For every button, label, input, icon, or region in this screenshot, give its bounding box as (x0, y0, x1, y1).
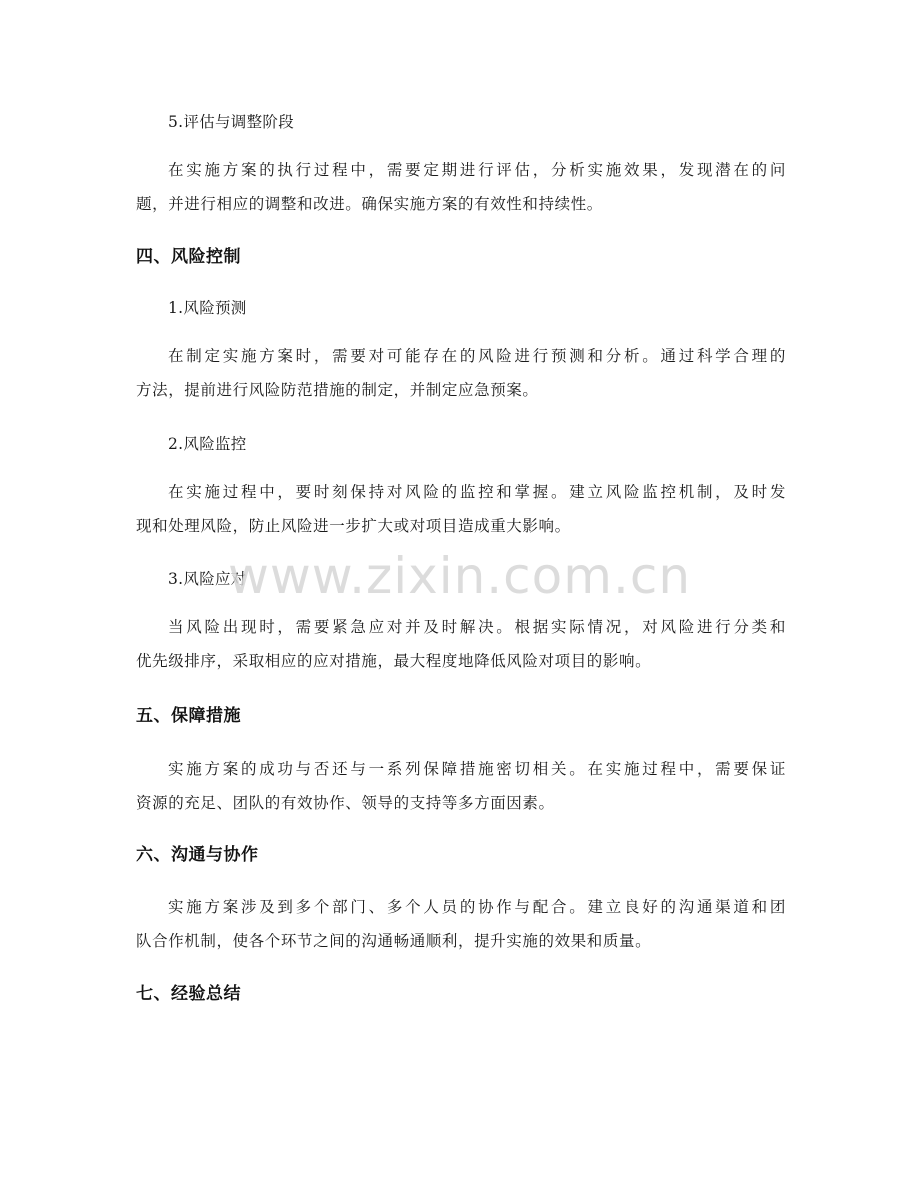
section-heading-risk-control: 四、风险控制 (136, 247, 241, 267)
paragraph-line: 在制定实施方案时，需要对可能存在的风险进行预测和分析。通过科学合理的 (168, 347, 786, 365)
paragraph-line: 队合作机制，使各个环节之间的沟通畅通顺利，提升实施的效果和质量。 (136, 932, 652, 950)
subsection-title-evaluation: 5.评估与调整阶段 (168, 113, 294, 131)
section-heading-summary: 七、经验总结 (136, 984, 241, 1004)
paragraph-line: 实施方案涉及到多个部门、多个人员的协作与配合。建立良好的沟通渠道和团 (168, 898, 786, 916)
paragraph-line: 实施方案的成功与否还与一系列保障措施密切相关。在实施过程中，需要保证 (168, 760, 786, 778)
paragraph-risk-monitoring (136, 475, 786, 543)
section-heading-safeguards: 五、保障措施 (136, 706, 241, 726)
paragraph-line: 资源的充足、团队的有效协作、领导的支持等多方面因素。 (136, 794, 555, 812)
paragraph-line: 当风险出现时，需要紧急应对并及时解决。根据实际情况，对风险进行分类和 (168, 618, 786, 636)
paragraph-line: 优先级排序，采取相应的应对措施，最大程度地降低风险对项目的影响。 (136, 652, 652, 670)
paragraph-communication (136, 890, 786, 958)
subsection-title-risk-monitoring: 2.风险监控 (168, 435, 247, 453)
paragraph-evaluation (136, 153, 786, 221)
paragraph-line: 题，并进行相应的调整和改进。确保实施方案的有效性和持续性。 (136, 195, 603, 213)
paragraph-risk-prediction (136, 339, 786, 407)
paragraph-safeguards (136, 752, 786, 820)
paragraph-line: 现和处理风险，防止风险进一步扩大或对项目造成重大影响。 (136, 517, 571, 535)
paragraph-line: 在实施过程中，要时刻保持对风险的监控和掌握。建立风险监控机制，及时发 (168, 483, 786, 501)
paragraph-line: 方法，提前进行风险防范措施的制定，并制定应急预案。 (136, 381, 539, 399)
paragraph-line: 在实施方案的执行过程中，需要定期进行评估，分析实施效果，发现潜在的问 (168, 161, 786, 179)
watermark-text: www.zixin.com.cn (228, 547, 692, 605)
subsection-title-risk-prediction: 1.风险预测 (168, 299, 247, 317)
subsection-title-risk-response: 3.风险应对 (168, 570, 247, 588)
section-heading-communication: 六、沟通与协作 (136, 845, 259, 865)
paragraph-risk-response (136, 610, 786, 678)
